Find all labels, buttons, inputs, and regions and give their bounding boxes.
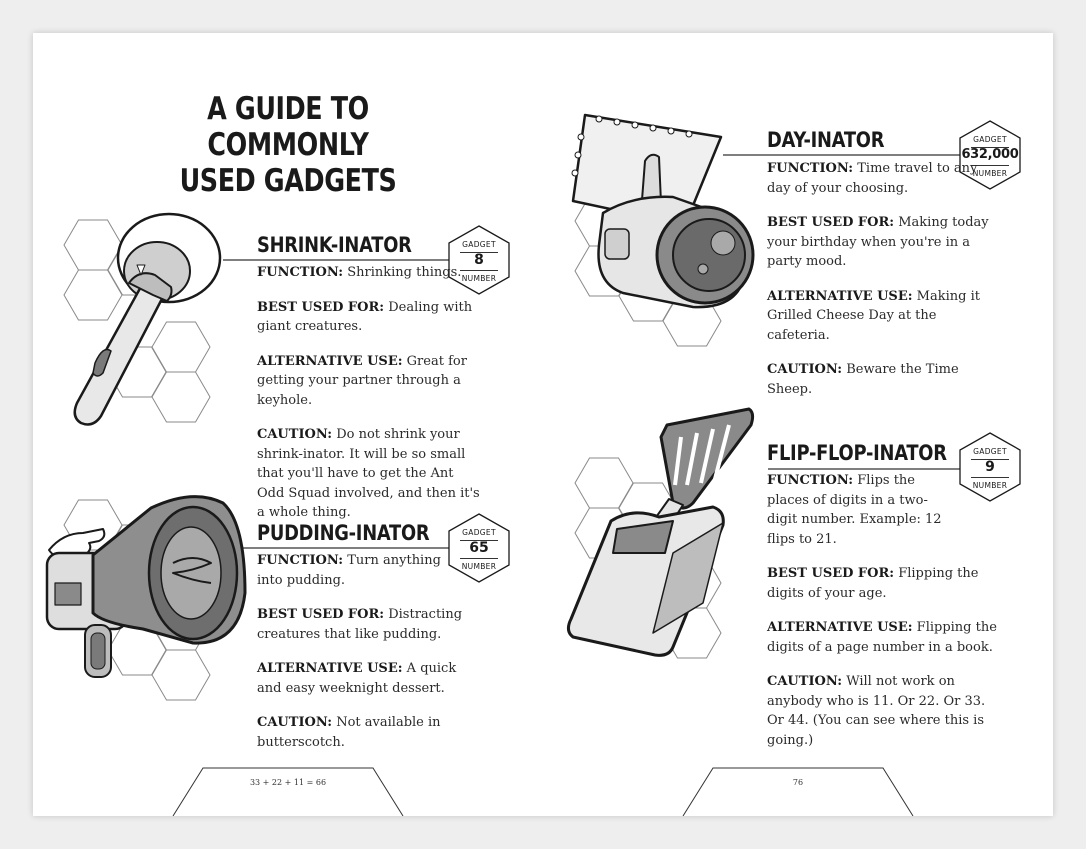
best-used-text: Making today your birthday when you're in a party mood. bbox=[767, 215, 989, 269]
badge-top-label: GADGET bbox=[973, 447, 1007, 456]
alternative-use-label: ALTERNATIVE USE: bbox=[767, 620, 913, 635]
shrink-inator-illustration bbox=[75, 214, 220, 424]
alternative-use-text: Flipping the digits of a page number in a book. bbox=[767, 620, 997, 655]
alternative-use-label: ALTERNATIVE USE: bbox=[257, 353, 403, 369]
gadget-description-shrink-inator bbox=[257, 263, 483, 538]
best-used-text: Flipping the digits of your age. bbox=[767, 566, 979, 601]
function-text: Turn anything into pudding. bbox=[257, 553, 441, 588]
book-spread bbox=[33, 33, 1053, 816]
badge-bottom-label: NUMBER bbox=[461, 274, 497, 283]
badge-top-label: GADGET bbox=[973, 135, 1007, 144]
alternative-use-label: ALTERNATIVE USE: bbox=[257, 661, 403, 676]
function-text: Shrinking things. bbox=[347, 265, 462, 280]
function-text: Time travel to any day of your choosing. bbox=[767, 161, 978, 196]
caution-label: CAUTION: bbox=[257, 715, 333, 730]
page-title-line-2: USED GADGETS bbox=[179, 163, 397, 199]
caution-label: CAUTION: bbox=[257, 427, 333, 442]
function-label: FUNCTION: bbox=[767, 161, 854, 176]
caution-text: Do not shrink your shrink-inator. It will be so small that you'll have to get the Ant Odd Squad involved, and then it's a whole thing. bbox=[257, 427, 480, 520]
alternative-use-text: A quick and easy weeknight dessert. bbox=[257, 661, 457, 696]
gadget-title-flip-flop-inator: FLIP-FLOP-INATOR bbox=[767, 441, 947, 465]
caution-text: Beware the Time Sheep. bbox=[767, 362, 959, 397]
gadget-title-pudding-inator: PUDDING-INATOR bbox=[257, 521, 430, 545]
function-label: FUNCTION: bbox=[257, 265, 344, 280]
caution-label: CAUTION: bbox=[767, 362, 843, 377]
folio-shapes bbox=[173, 768, 913, 816]
function-label: FUNCTION: bbox=[767, 473, 854, 488]
function-label: FUNCTION: bbox=[257, 553, 344, 568]
pudding-inator-illustration bbox=[47, 497, 245, 677]
badge-number-value: 65 bbox=[469, 540, 489, 556]
best-used-text: Dealing with giant creatures. bbox=[257, 299, 473, 334]
badge-number-value: 9 bbox=[985, 459, 995, 475]
gadget-description-flip-flop-inator bbox=[767, 471, 999, 765]
page-title-line-1: A GUIDE TO COMMONLY bbox=[207, 91, 369, 163]
badge-number-value: 8 bbox=[474, 252, 484, 268]
page-folio-right: 76 bbox=[792, 778, 804, 787]
alternative-use-text: Making it Grilled Cheese Day at the cafeteria. bbox=[767, 288, 980, 343]
page-folio-left: 33 + 22 + 11 = 66 bbox=[249, 778, 327, 787]
caution-label: CAUTION: bbox=[767, 674, 843, 689]
badge-top-label: GADGET bbox=[462, 240, 496, 249]
caution-text: Will not work on anybody who is 11. Or 22. Or 33. Or 44. (You can see where this is going.) bbox=[767, 674, 986, 748]
badge-bottom-label: NUMBER bbox=[461, 562, 497, 571]
day-inator-illustration bbox=[572, 115, 753, 307]
page-title bbox=[145, 91, 432, 199]
badge-bottom-label: NUMBER bbox=[972, 169, 1008, 178]
best-used-label: BEST USED FOR: bbox=[767, 215, 895, 230]
badge-bottom-label: NUMBER bbox=[972, 481, 1008, 490]
gadget-title-day-inator: DAY-INATOR bbox=[767, 128, 885, 152]
best-used-label: BEST USED FOR: bbox=[767, 566, 895, 581]
gadget-title-shrink-inator: SHRINK-INATOR bbox=[257, 233, 412, 257]
badge-top-label: GADGET bbox=[462, 528, 496, 537]
alternative-use-label: ALTERNATIVE USE: bbox=[767, 288, 913, 304]
badge-number-value: 632,000 bbox=[961, 147, 1019, 162]
function-text: Flips the places of digits in a two-digit number. Example: 12 flips to 21. bbox=[767, 473, 942, 547]
caution-text: Not available in butterscotch. bbox=[257, 715, 441, 750]
gadget-description-pudding-inator bbox=[257, 551, 467, 767]
gadget-description-day-inator bbox=[767, 159, 999, 414]
best-used-text: Distracting creatures that like pudding. bbox=[257, 607, 463, 642]
best-used-label: BEST USED FOR: bbox=[257, 607, 385, 622]
alternative-use-text: Great for getting your partner through a keyhole. bbox=[257, 353, 467, 408]
best-used-label: BEST USED FOR: bbox=[257, 299, 385, 315]
flip-flop-inator-illustration bbox=[568, 409, 752, 655]
